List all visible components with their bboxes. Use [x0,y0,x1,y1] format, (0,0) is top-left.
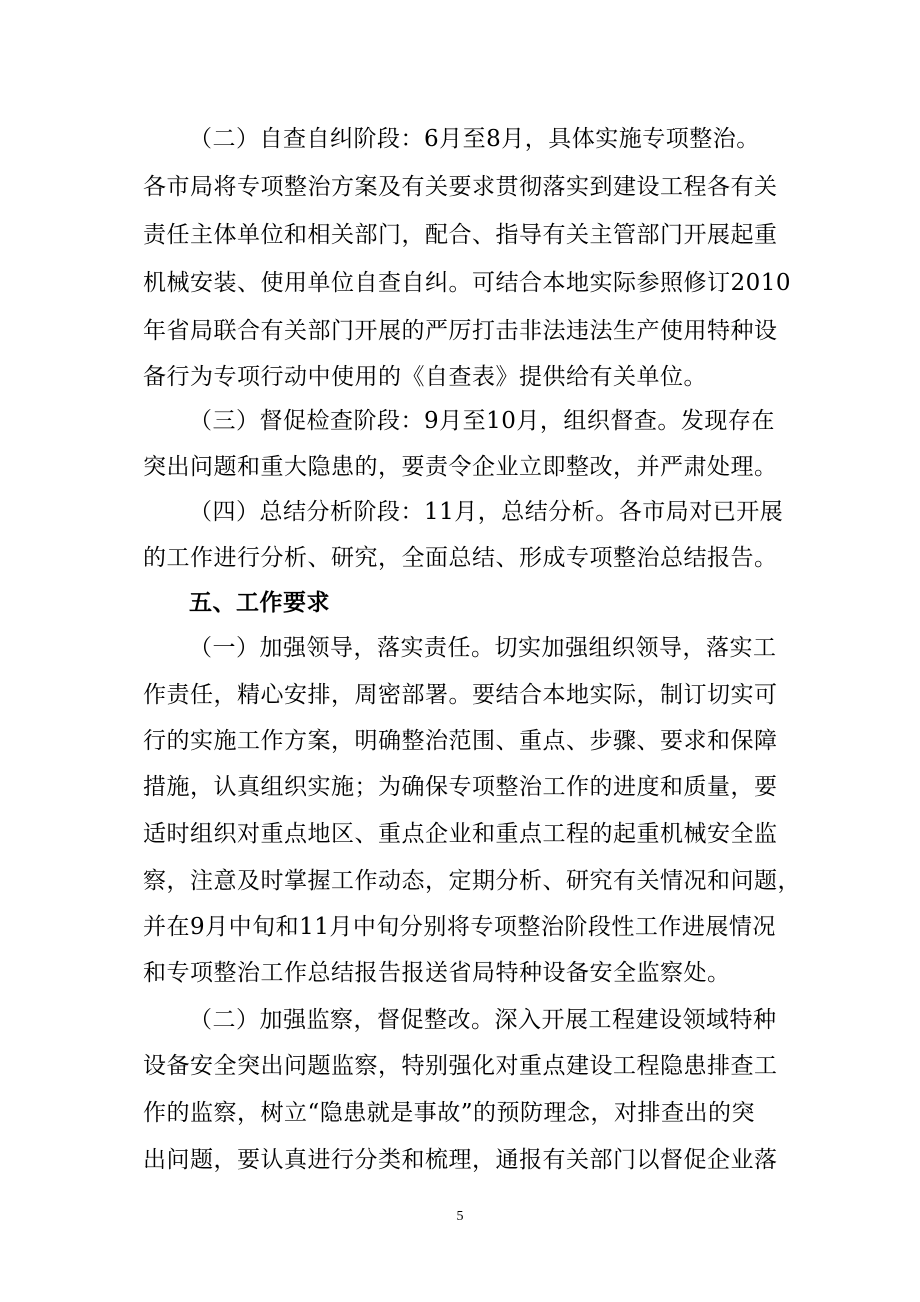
paragraph-line: 行的实施工作方案，明确整治范围、重点、步骤、要求和保障 [143,728,778,754]
paragraph-line: 适时组织对重点地区、重点企业和重点工程的起重机械安全监 [143,821,778,847]
paragraph-line: （三）督促检查阶段：9月至10月，组织督查。发现存在 [189,408,775,434]
paragraph-line: 措施，认真组织实施；为确保专项整治工作的进度和质量，要 [143,774,778,800]
paragraph-line: 的工作进行分析、研究，全面总结、形成专项整治总结报告。 [143,545,778,571]
paragraph-line: 作的监察，树立“隐患就是事故”的预防理念，对排查出的突 [143,1100,756,1126]
paragraph-line: 备行为专项行动中使用的《自查表》提供给有关单位。 [143,364,707,390]
paragraph-line: 并在9月中旬和11月中旬分别将专项整治阶段性工作进展情况 [143,914,776,940]
section-heading: 五、工作要求 [189,590,330,616]
paragraph-line: 年省局联合有关部门开展的严厉打击非法违法生产使用特种设 [143,318,778,344]
paragraph-line: （二）加强监察，督促整改。深入开展工程建设领域特种 [189,1007,777,1033]
paragraph-line: 机械安装、使用单位自查自纠。可结合本地实际参照修订2010 [143,270,792,296]
paragraph-line: 和专项整治工作总结报告报送省局特种设备安全监察处。 [143,960,731,986]
paragraph-line: （二）自查自纠阶段：6月至8月，具体实施专项整治。 [189,126,760,152]
paragraph-line: 设备安全突出问题监察，特别强化对重点建设工程隐患排查工 [143,1053,778,1079]
paragraph-line: 出问题，要认真进行分类和梳理，通报有关部门以督促企业落 [143,1147,778,1173]
paragraph-line: 作责任，精心安排，周密部署。要结合本地实际，制订切实可 [143,682,778,708]
page-number: 5 [456,1209,464,1224]
paragraph-line: （一）加强领导，落实责任。切实加强组织领导，落实工 [189,635,777,661]
paragraph-line: 责任主体单位和相关部门，配合、指导有关主管部门开展起重 [143,222,778,248]
paragraph-line: 各市局将专项整治方案及有关要求贯彻落实到建设工程各有关 [143,174,778,200]
paragraph-line: 察，注意及时掌握工作动态，定期分析、研究有关情况和问题， [143,868,801,894]
paragraph-line: 突出问题和重大隐患的，要责令企业立即整改，并严肃处理。 [143,454,778,480]
paragraph-line: （四）总结分析阶段：11月，总结分析。各市局对已开展 [189,499,784,525]
